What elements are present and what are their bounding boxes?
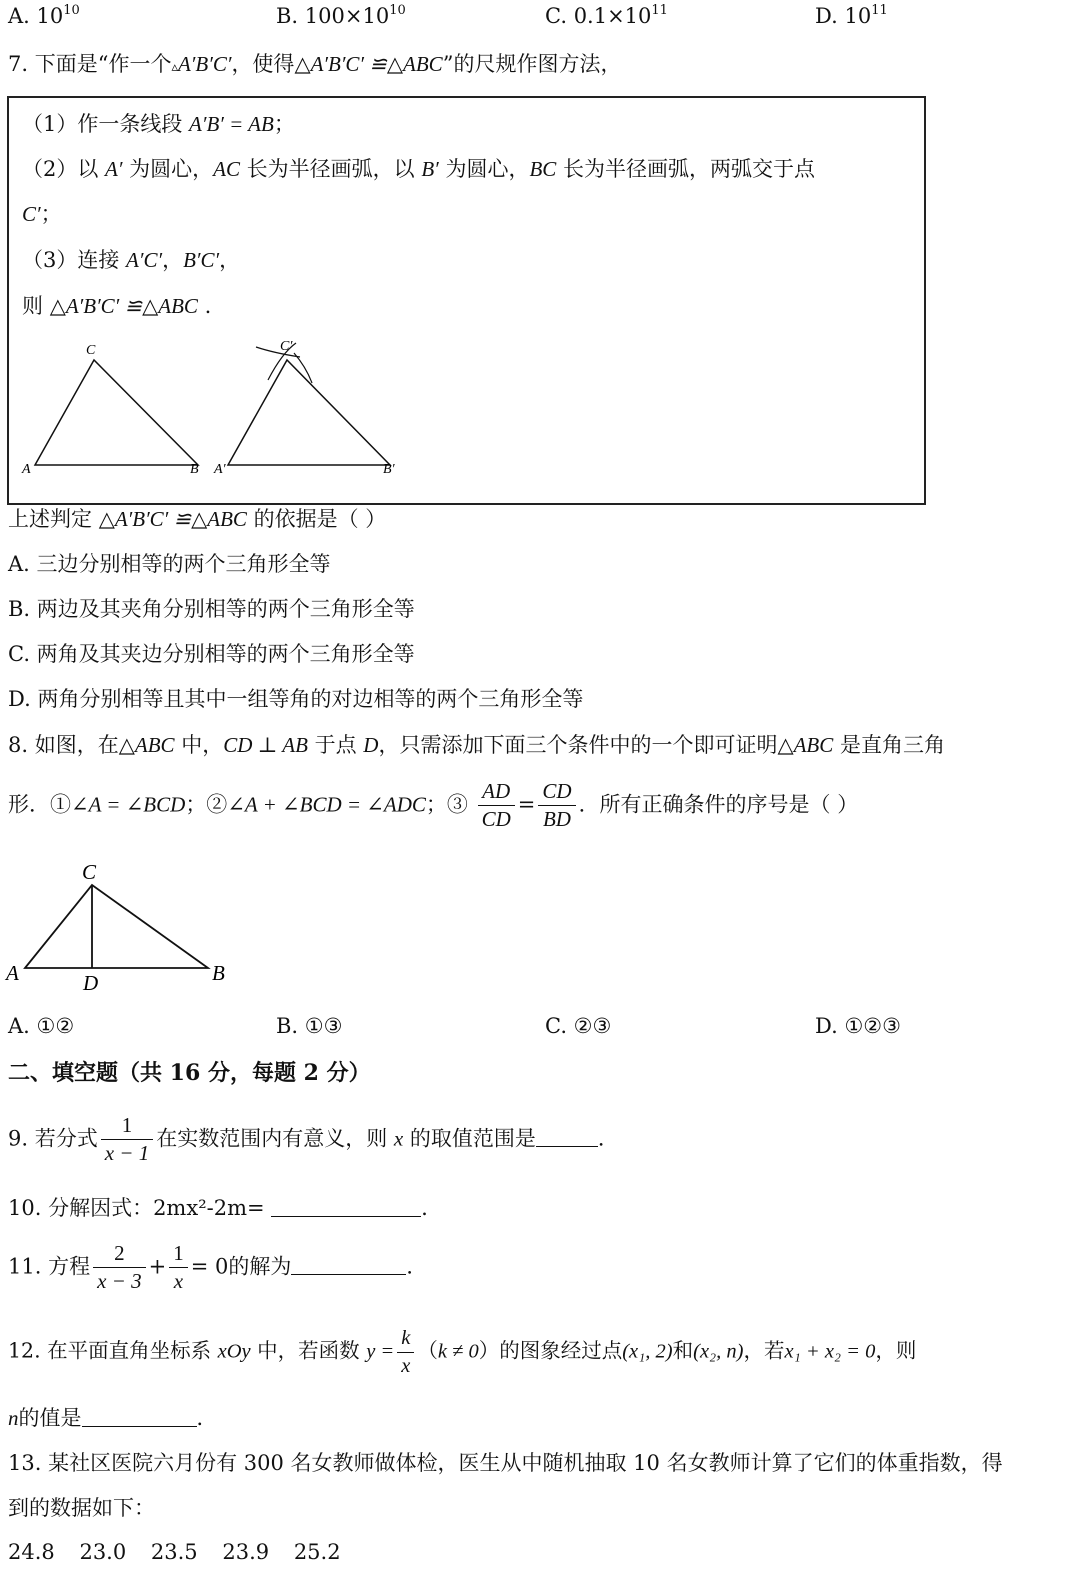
- q12-line-2: n的值是 ．: [8, 1406, 218, 1430]
- label-c-prime: C′: [280, 339, 293, 354]
- arc-from-a-prime: [256, 347, 300, 357]
- q6-option-b: B. $100\times 10^{10}$: [276, 2, 406, 28]
- q7-step-1: （1）作一条线段 A′B′ = AB；: [22, 112, 295, 136]
- q7-step-3: （3）连接 A′C′，B′C′，: [22, 248, 241, 272]
- label-b: B: [190, 462, 199, 477]
- q12-line-1: 12. 在平面直角坐标系 xOy 中，若函数 y = $\frac{k}{x}$ （k ≠ 0）的图象经过点(x₁, 2)和(x₂, n)，若x₁ + x₂ = 0，则: [8, 1325, 916, 1379]
- q8-line-2: 形．①∠A = ∠BCD；②∠A + ∠BCD = ∠ADC；③ $\frac{AD}{CD}$ = $\frac{CD}{BD}$ ．所有正确条件的序号是（ ）: [8, 778, 858, 834]
- data-value: 23.0: [79, 1540, 127, 1564]
- q6-option-a: A. $10^{10}$: [8, 2, 80, 28]
- q13-line-1: 13. 某社区医院六月份有 300 名女教师做体检，医生从中随机抽取 10 名女教师计算了它们的体重指数，得: [8, 1451, 1003, 1475]
- label-c: C: [82, 860, 97, 884]
- label-b-prime: B′: [383, 462, 395, 477]
- q11-answer-blank[interactable]: [291, 1253, 406, 1275]
- q9-fraction: $\frac{1}{x - 1}$: [101, 1112, 154, 1168]
- q8-fraction-ad-cd: $\frac{AD}{CD}$: [478, 778, 515, 834]
- q8-line-1: 8. 如图，在△ABC 中，CD ⊥ AB 于点 D，只需添加下面三个条件中的一个即可证明△ABC 是直角三角: [8, 733, 945, 757]
- q8-option-a: A. ①②: [8, 1014, 75, 1038]
- q7-option-b: B. 两边及其夹角分别相等的两个三角形全等: [8, 597, 415, 621]
- q10: 10. 分解因式：2mx²-2m= ．: [8, 1196, 443, 1220]
- data-value: 25.2: [293, 1540, 341, 1564]
- q12-fraction: $\frac{k}{x}$: [397, 1325, 414, 1379]
- label-b: B: [212, 961, 225, 985]
- q7-option-d: D. 两角分别相等且其中一组等角的对边相等的两个三角形全等: [8, 687, 584, 711]
- triangle-abc-prime: [213, 339, 396, 477]
- q7-step-2-cont: C′；: [22, 202, 62, 226]
- q6-option-c: C. $0.1\times 10^{11}$: [545, 2, 668, 28]
- q7-conclusion: 则 △A′B′C′ ≌△ABC .: [22, 294, 212, 318]
- q10-answer-blank[interactable]: [271, 1195, 421, 1217]
- q8-figure: [0, 855, 250, 1000]
- q7-stem: 7. 下面是“作一个▵A′B′C′，使得△A′B′C′ ≌△ABC”的尺规作图方法，: [8, 52, 622, 76]
- q9-answer-blank[interactable]: [536, 1125, 598, 1147]
- label-c: C: [86, 343, 96, 358]
- q7-option-c: C. 两角及其夹边分别相等的两个三角形全等: [8, 642, 415, 666]
- arc-from-b-prime-2: [294, 353, 312, 383]
- q8-fraction-cd-bd: $\frac{CD}{BD}$: [538, 778, 575, 834]
- data-value: 24.8: [8, 1540, 55, 1564]
- q9: 9. 若分式 $\frac{1}{x - 1}$ 在实数范围内有意义，则 x 的取值范围是 ．: [8, 1112, 619, 1168]
- q11: 11. 方程 $\frac{2}{x - 3}$ + $\frac{1}{x}$ = 0的解为 ．: [8, 1240, 427, 1296]
- data-value: 23.9: [222, 1540, 270, 1564]
- triangle-abc: [21, 343, 199, 477]
- label-a: A: [22, 462, 31, 477]
- triangle-abc: [25, 885, 208, 968]
- q8-option-c: C. ②③: [545, 1014, 612, 1038]
- q13-data-values: [8, 1540, 341, 1565]
- q11-fraction-1: $\frac{2}{x - 3}$: [93, 1240, 146, 1296]
- q7-question: 上述判定 △A′B′C′ ≌△ABC 的依据是（ ）: [8, 507, 387, 531]
- q13-line-2: 到的数据如下：: [8, 1496, 155, 1520]
- q7-option-a: A. 三边分别相等的两个三角形全等: [8, 552, 331, 576]
- q12-answer-blank[interactable]: [82, 1405, 197, 1427]
- label-a: A: [6, 961, 19, 985]
- q8-option-b: B. ①③: [276, 1014, 343, 1038]
- label-d: D: [83, 971, 99, 995]
- q6-option-d: D. $10^{11}$: [815, 2, 888, 28]
- q7-figure: [0, 335, 420, 485]
- q8-option-d: D. ①②③: [815, 1014, 901, 1038]
- section-2-title: 二、填空题（共 16 分，每题 2 分）: [8, 1060, 371, 1086]
- q11-fraction-2: $\frac{1}{x}$: [169, 1240, 188, 1296]
- q7-step-2: （2）以 A′ 为圆心，AC 长为半径画弧，以 B′ 为圆心，BC 长为半径画弧，两弧交于点: [22, 157, 815, 181]
- label-a-prime: A′: [214, 462, 226, 477]
- data-value: 23.5: [150, 1540, 198, 1564]
